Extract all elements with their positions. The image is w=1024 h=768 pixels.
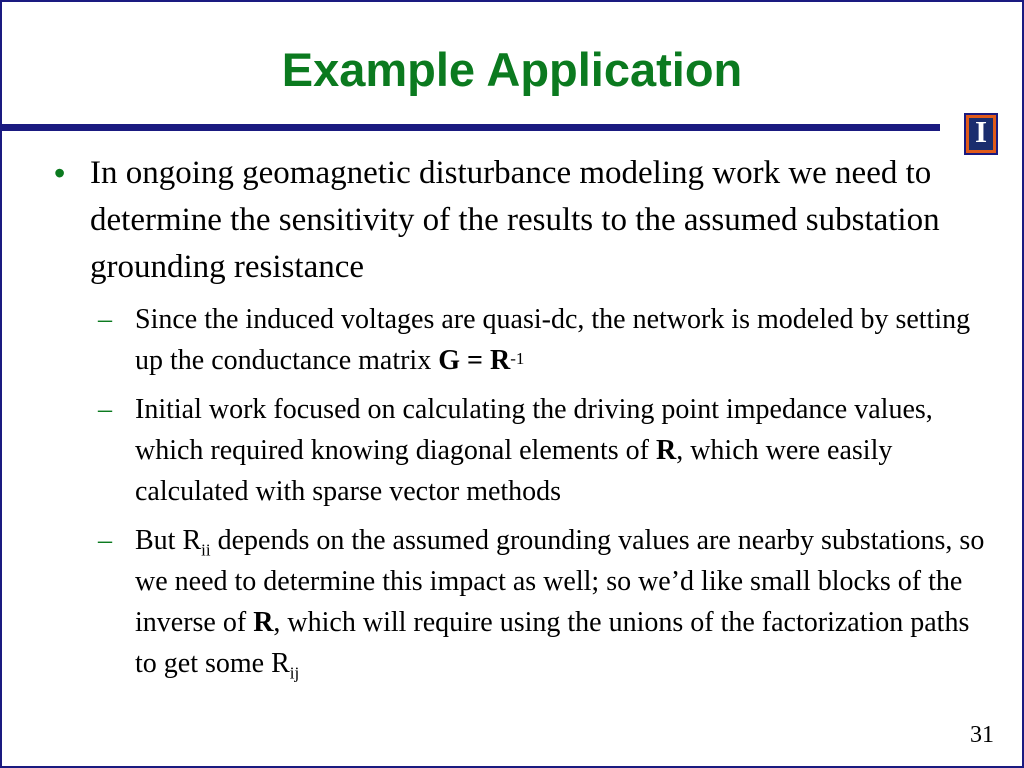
dash-icon: –	[98, 304, 112, 335]
bullet-item	[54, 150, 990, 291]
sub-bullet-text: But R	[135, 525, 202, 556]
subscript-ij: ij	[289, 663, 300, 683]
sub-bullet-item	[98, 299, 995, 381]
matrix-equation: G = R	[438, 345, 511, 376]
title-divider	[0, 124, 940, 131]
sub-bullet-item	[98, 520, 995, 684]
slide-body	[0, 150, 1024, 684]
sub-bullet-text-cont: , which were easily calculated with sparse vector methods	[135, 435, 893, 507]
sub-bullet-text-cont: depends on the assumed grounding values are nearby substations, so we need to determine this impact as well; so we’d like small blocks of the inverse of	[135, 525, 985, 638]
sub-bullet-text-end: , which will require using the unions of the factorization paths to get some R	[135, 607, 970, 679]
matrix-r: R	[655, 435, 677, 466]
logo-glyph: I	[974, 114, 988, 149]
dash-icon: –	[98, 394, 112, 425]
page-number: 31	[970, 722, 994, 748]
bullet-text: In ongoing geomagnetic disturbance modeling work we need to determine the sensitivity of the results to the assumed substation grounding resistance	[90, 155, 940, 285]
subscript-ii: ii	[201, 540, 211, 560]
sub-bullet-text: Initial work focused on calculating the driving point impedance values, which required knowing diagonal elements of	[135, 394, 933, 466]
illinois-block-i-icon	[964, 113, 998, 155]
sub-bullet-item	[98, 389, 995, 512]
superscript-inverse: -1	[510, 349, 525, 368]
slide-title: Example Application	[281, 43, 743, 96]
bullet-dot-icon: •	[54, 155, 66, 191]
sub-bullet-text: Since the induced voltages are quasi-dc, the network is modeled by setting up the conductance matrix	[135, 304, 971, 376]
dash-icon: –	[98, 525, 112, 556]
matrix-r: R	[253, 607, 274, 638]
